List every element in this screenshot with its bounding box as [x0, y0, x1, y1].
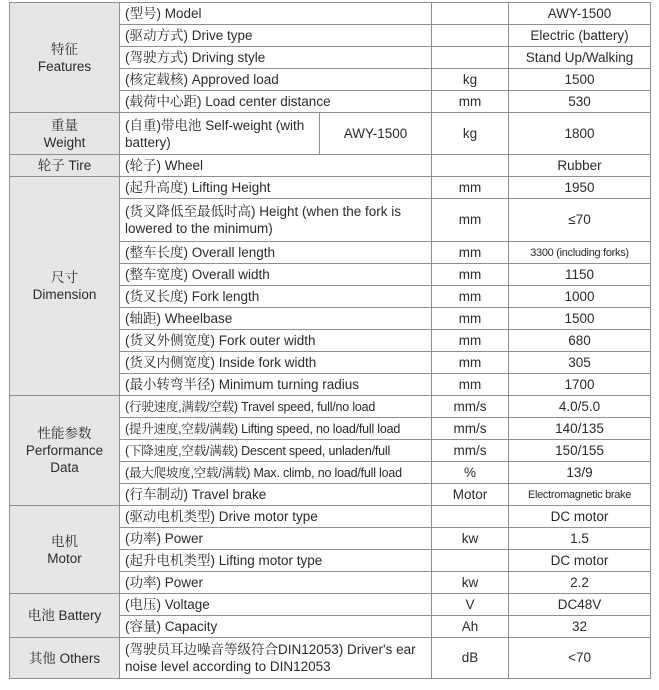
spec-unit [432, 506, 509, 528]
spec-item: (电压) Voltage [120, 594, 432, 616]
spec-value: 4.0/5.0 [509, 396, 651, 418]
spec-item: (最大爬坡度,空载/满载) Max. climb, no load/full load [120, 462, 432, 484]
table-row [10, 177, 651, 199]
spec-value: <70 [509, 638, 651, 679]
table-row [10, 506, 651, 528]
spec-unit: mm [432, 177, 509, 199]
spec-item: (整车长度) Overall length [120, 242, 432, 264]
category-dimension: 尺寸 Dimension [10, 177, 120, 396]
spec-item: (整车宽度) Overall width [120, 264, 432, 286]
spec-value: 305 [509, 352, 651, 374]
spec-item: (驾驶员耳边噪音等级符合DIN12053) Driver's ear noise level according to DIN12053 [120, 638, 432, 679]
table-row [10, 396, 651, 418]
spec-value: 3300 (including forks) [509, 242, 651, 264]
spec-item: (货叉长度) Fork length [120, 286, 432, 308]
spec-item: (起升高度) Lifting Height [120, 177, 432, 199]
spec-item: (驱动电机类型) Drive motor type [120, 506, 432, 528]
spec-value: 1500 [509, 69, 651, 91]
spec-value: DC motor [509, 550, 651, 572]
spec-value: 1000 [509, 286, 651, 308]
spec-value: 13/9 [509, 462, 651, 484]
spec-unit: mm [432, 330, 509, 352]
spec-unit: % [432, 462, 509, 484]
spec-unit [432, 25, 509, 47]
spec-value: 1800 [509, 113, 651, 155]
spec-value: 140/135 [509, 418, 651, 440]
spec-value: ≤70 [509, 199, 651, 242]
spec-unit: mm/s [432, 418, 509, 440]
spec-unit: kw [432, 528, 509, 550]
spec-unit: mm/s [432, 396, 509, 418]
spec-value: Electric (battery) [509, 25, 651, 47]
spec-item: (轴距) Wheelbase [120, 308, 432, 330]
spec-value: DC48V [509, 594, 651, 616]
table-row [10, 113, 651, 155]
spec-unit: dB [432, 638, 509, 679]
spec-item: (驱动方式) Drive type [120, 25, 432, 47]
spec-item: (轮子) Wheel [120, 155, 432, 177]
spec-value: AWY-1500 [509, 3, 651, 25]
spec-value: 530 [509, 91, 651, 113]
spec-unit: mm [432, 264, 509, 286]
spec-unit: mm [432, 374, 509, 396]
category-weight: 重量 Weight [10, 113, 120, 155]
spec-value: 32 [509, 616, 651, 638]
spec-item: (下降速度,空载/满载) Descent speed, unladen/full [120, 440, 432, 462]
spec-item: (最小转弯半径) Minimum turning radius [120, 374, 432, 396]
spec-unit [432, 3, 509, 25]
spec-unit: Motor [432, 484, 509, 506]
category-performance: 性能参数 Performance Data [10, 396, 120, 506]
spec-value: 680 [509, 330, 651, 352]
spec-unit: kg [432, 69, 509, 91]
spec-unit: mm/s [432, 440, 509, 462]
spec-unit: V [432, 594, 509, 616]
spec-unit: mm [432, 308, 509, 330]
spec-value: Stand Up/Walking [509, 47, 651, 69]
category-tire: 轮子 Tire [10, 155, 120, 177]
table-row [10, 638, 651, 679]
spec-unit: mm [432, 352, 509, 374]
spec-item: (货叉内侧宽度) Inside fork width [120, 352, 432, 374]
spec-item: (功率) Power [120, 572, 432, 594]
spec-value: 1500 [509, 308, 651, 330]
spec-unit [432, 550, 509, 572]
spec-item: (行驶速度,满载/空载) Travel speed, full/no load [120, 396, 432, 418]
spec-table [9, 2, 651, 679]
spec-unit: kg [432, 113, 509, 155]
spec-item: (载荷中心距) Load center distance [120, 91, 432, 113]
table-row [10, 155, 651, 177]
category-features: 特征 Features [10, 3, 120, 113]
spec-value: 2.2 [509, 572, 651, 594]
spec-unit: mm [432, 286, 509, 308]
spec-value: 1.5 [509, 528, 651, 550]
spec-unit: mm [432, 91, 509, 113]
spec-unit: kw [432, 572, 509, 594]
spec-value: 1150 [509, 264, 651, 286]
table-row [10, 3, 651, 25]
spec-model: AWY-1500 [320, 113, 432, 155]
spec-item: (自重)带电池 Self-weight (with battery) [120, 113, 320, 155]
spec-value: DC motor [509, 506, 651, 528]
spec-item: (核定载核) Approved load [120, 69, 432, 91]
category-motor: 电机 Motor [10, 506, 120, 594]
spec-value: Rubber [509, 155, 651, 177]
spec-item: (提升速度,空载/满载) Lifting speed, no load/full load [120, 418, 432, 440]
spec-item: (货叉外侧宽度) Fork outer width [120, 330, 432, 352]
spec-unit: Ah [432, 616, 509, 638]
spec-value: Electromagnetic brake [509, 484, 651, 506]
category-others: 其他 Others [10, 638, 120, 679]
spec-item: (型号) Model [120, 3, 432, 25]
spec-unit [432, 155, 509, 177]
spec-unit [432, 47, 509, 69]
table-row [10, 594, 651, 616]
spec-item: (行车制动) Travel brake [120, 484, 432, 506]
spec-value: 1700 [509, 374, 651, 396]
spec-item: (功率) Power [120, 528, 432, 550]
spec-unit: mm [432, 199, 509, 242]
spec-value: 1950 [509, 177, 651, 199]
spec-unit: mm [432, 242, 509, 264]
spec-item: (驾驶方式) Driving style [120, 47, 432, 69]
spec-value: 150/155 [509, 440, 651, 462]
category-battery: 电池 Battery [10, 594, 120, 638]
spec-item: (起升电机类型) Lifting motor type [120, 550, 432, 572]
spec-item: (货叉降低至最低时高) Height (when the fork is lowered to the minimum) [120, 199, 432, 242]
spec-item: (容量) Capacity [120, 616, 432, 638]
